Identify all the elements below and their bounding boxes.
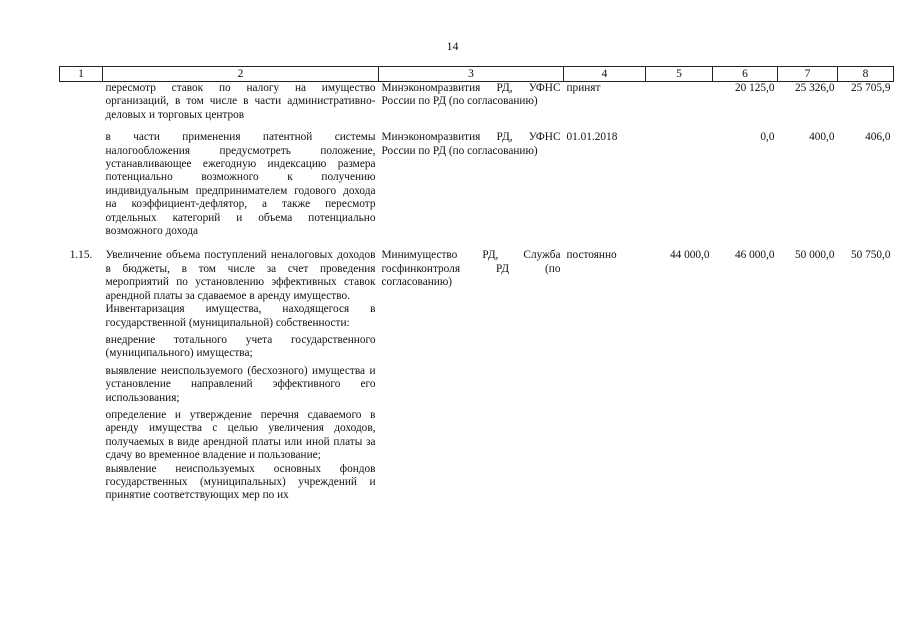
value-col-7: 400,0 xyxy=(809,131,835,144)
measure-paragraph: пересмотр ставок по налогу на имущество организаций, в том числе в части административно-деловых и торговых центров xyxy=(105,82,376,121)
measure-paragraph: выявление неиспользуемых основных фондов государственных (муниципальных) учреждений и принятие соответствующих мер по их xyxy=(105,462,376,502)
measure-text xyxy=(103,82,379,123)
value-col-6: 46 000,0 xyxy=(734,249,775,262)
value-col-8: 50 750,0 xyxy=(850,249,891,262)
value-col-7: 25 326,0 xyxy=(794,82,835,94)
measure-paragraph: Увеличение объема поступлений неналоговых доходов в бюджеты, в том числе за счет проведения мероприятий по установлению эффективных ставок арендной платы за сдаваемое в аренду имущество. xyxy=(105,249,376,302)
row-number xyxy=(60,122,103,238)
responsible-agency: Минимущество РД, Служба госфинконтроля РД (по согласованию) xyxy=(381,249,561,289)
deadline: постоянно xyxy=(566,249,617,262)
value-col-5: 44 000,0 xyxy=(669,249,710,262)
measures-table xyxy=(59,66,894,503)
measure-text xyxy=(103,122,379,238)
value-col-7: 50 000,0 xyxy=(794,249,835,262)
value-col-8: 25 705,9 xyxy=(850,82,891,94)
header-row xyxy=(60,67,894,82)
header-col-3: 3 xyxy=(379,67,564,82)
deadline: принят xyxy=(566,82,601,94)
header-col-7: 7 xyxy=(778,67,838,82)
deadline: 01.01.2018 xyxy=(566,131,618,144)
table-row xyxy=(60,238,894,502)
page-number: 14 xyxy=(446,39,459,53)
measure-paragraph: определение и утверждение перечня сдаваемого в аренду имущества с целью увеличения доходов, получаемых в виде арендной платы или иной платы за сдачу во временное владение и пользование; xyxy=(105,408,376,462)
value-col-6: 0,0 xyxy=(760,131,775,144)
measure-paragraph: Инвентаризация имущества, находящегося в государственной (муниципальной) собственности: xyxy=(105,303,376,329)
value-col-6: 20 125,0 xyxy=(734,82,775,94)
table-row xyxy=(60,122,894,238)
measure-paragraph: в части применения патентной системы налогообложения предусмотреть положение, устанавливающее ежегодную индексацию размера потенциально возможного к получению индивидуальным предпринимателем годового дохода на коэффициент-дефлятор, а также пересмотр отдельных категорий и объема потенциально возможного дохода xyxy=(105,131,376,238)
row-number: 1.15. xyxy=(69,249,93,262)
value-col-5 xyxy=(646,82,713,123)
header-col-1: 1 xyxy=(60,67,103,82)
value-col-8: 406,0 xyxy=(865,131,891,144)
header-col-6: 6 xyxy=(713,67,778,82)
responsible-agency: Минэкономразвития РД, УФНС России по РД (по согласованию) xyxy=(381,131,561,157)
header-col-8: 8 xyxy=(838,67,894,82)
responsible-agency: Минэкономразвития РД, УФНС России по РД (по согласованию) xyxy=(381,82,561,108)
header-col-2: 2 xyxy=(103,67,379,82)
measure-paragraph: внедрение тотального учета государственного (муниципального) имущества; xyxy=(105,333,376,360)
table-row xyxy=(60,82,894,123)
value-col-5 xyxy=(646,122,713,238)
measure-paragraph: выявление неиспользуемого (бесхозного) имущества и установление направлений эффективного его использования; xyxy=(105,364,376,404)
measure-text xyxy=(103,238,379,502)
row-number xyxy=(60,82,103,123)
header-col-4: 4 xyxy=(564,67,646,82)
header-col-5: 5 xyxy=(646,67,713,82)
